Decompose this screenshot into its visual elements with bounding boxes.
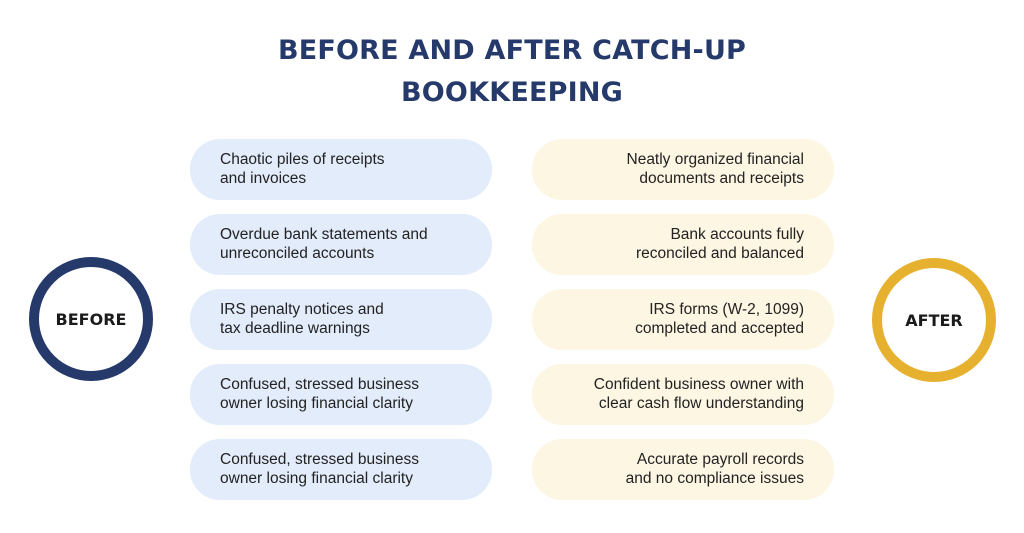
after-item-1 xyxy=(532,139,834,200)
before-item-3 xyxy=(190,289,492,350)
after-item-3 xyxy=(532,289,834,350)
after-item-3-text: IRS forms (W-2, 1099) completed and accepted xyxy=(635,301,804,337)
after-item-1-text: Neatly organized financial documents and receipts xyxy=(626,151,804,187)
before-item-4-text: Confused, stressed business owner losing financial clarity xyxy=(220,376,420,412)
after-item-4-text: Confident business owner with clear cash flow understanding xyxy=(593,376,804,412)
before-item-5-text: Confused, stressed business owner losing financial clarity xyxy=(220,451,420,487)
before-circle xyxy=(29,257,153,381)
after-item-2-text: Bank accounts fully reconciled and balanced xyxy=(635,226,804,262)
after-item-4 xyxy=(532,364,834,425)
after-item-5-text: Accurate payroll records and no compliance issues xyxy=(625,451,804,487)
before-item-2 xyxy=(190,214,492,275)
before-item-5 xyxy=(190,439,492,500)
after-label: AFTER xyxy=(905,310,963,330)
before-item-3-text: IRS penalty notices and tax deadline warnings xyxy=(220,301,384,337)
title-line-2: BOOKKEEPING xyxy=(400,77,623,108)
before-item-1 xyxy=(190,139,492,200)
before-item-1-text: Chaotic piles of receipts and invoices xyxy=(220,151,385,187)
after-circle xyxy=(872,258,996,382)
page-title xyxy=(0,30,1024,114)
before-item-2-text: Overdue bank statements and unreconciled accounts xyxy=(220,226,428,262)
after-list xyxy=(532,139,834,514)
before-label: BEFORE xyxy=(55,309,127,329)
before-item-4 xyxy=(190,364,492,425)
before-list xyxy=(190,139,492,514)
after-item-2 xyxy=(532,214,834,275)
title-line-1: BEFORE AND AFTER CATCH-UP xyxy=(277,35,747,66)
after-item-5 xyxy=(532,439,834,500)
